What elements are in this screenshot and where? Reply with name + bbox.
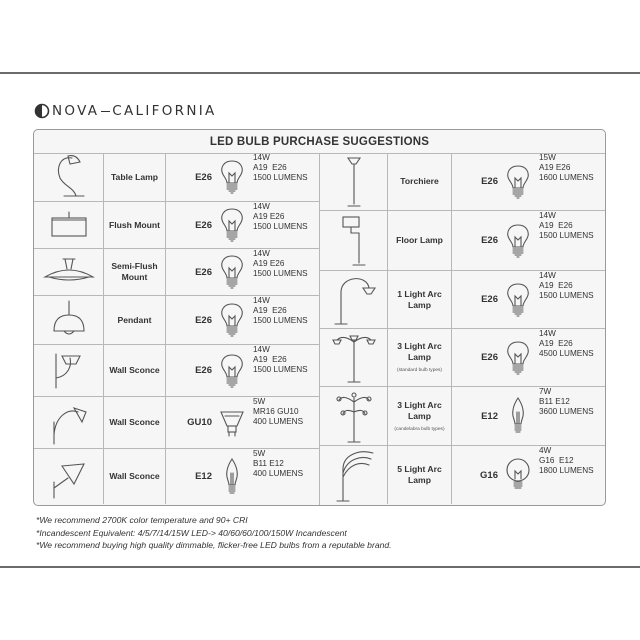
table-row: [34, 249, 319, 296]
fixture-name: 3 Light Arc Lamp: [397, 341, 442, 362]
footnote-equivalent: *Incandescent Equivalent: 4/5/7/14/15W LED-> 40/60/60/100/150W Incandescent: [36, 527, 347, 538]
spec-line: A19 E26: [253, 163, 287, 172]
fixture-name: 3 Light Arc Lamp: [397, 399, 442, 421]
wall-sconce-icon: [34, 345, 104, 396]
spec-line: A19 E26: [539, 163, 571, 172]
swing-arm-sconce-icon: [34, 397, 104, 448]
bulb-spec: [250, 449, 319, 504]
spec-line: 1500 LUMENS: [253, 316, 308, 325]
bulb-base: GU10: [187, 417, 212, 428]
spec-line: 1600 LUMENS: [539, 173, 594, 182]
table-title: LED BULB PURCHASE SUGGESTIONS: [34, 130, 605, 154]
spec-line: 14W: [539, 211, 556, 220]
footnote-quality: *We recommend buying high quality dimmable, flicker-free LED bulbs from a reputable brand.: [36, 540, 392, 550]
fixture-name: Flush Mount: [108, 219, 161, 230]
fixture-name: Pendant: [117, 314, 152, 325]
bulb-base: E12: [481, 410, 498, 422]
bulb-spec: [536, 446, 605, 504]
arc-lamp-icon: [320, 271, 388, 328]
g16-bulb-icon: [500, 446, 536, 504]
table-row: [320, 446, 605, 504]
table-row: [34, 153, 319, 202]
five-arc-lamp-icon: [320, 446, 388, 504]
fixture-note: (candelabra bulb types): [394, 426, 445, 432]
table-row: [320, 211, 605, 271]
a19-bulb-icon: [214, 345, 250, 396]
spec-line: 1500 LUMENS: [253, 365, 308, 374]
bulb-base: E26: [195, 171, 212, 183]
fixture-name: Torchiere: [400, 176, 439, 186]
fixture-name: Wall Sconce: [109, 471, 160, 481]
bulb-base: E26: [195, 266, 212, 278]
bulb-suggestions-table: [33, 129, 606, 506]
spec-line: B11 E12: [539, 397, 570, 406]
candelabra-arc-lamp-icon: [320, 387, 388, 445]
bulb-spec: [250, 397, 319, 448]
spec-line: G16 E12: [539, 456, 574, 465]
table-row: [34, 345, 319, 397]
table-row: [34, 397, 319, 449]
bulb-spec: [536, 329, 605, 386]
a19-bulb-icon: [500, 271, 536, 328]
fixture-name: Wall Sconce: [109, 365, 160, 375]
bulb-spec: [536, 387, 605, 445]
bulb-base: E26: [481, 294, 498, 305]
bulb-base: E26: [195, 219, 212, 231]
spec-line: 7W: [539, 387, 552, 396]
b11-bulb-icon: [500, 387, 536, 445]
bulb-spec: [536, 153, 605, 210]
floor-lamp-icon: [320, 211, 388, 270]
bulb-base: E26: [481, 235, 498, 246]
three-arc-lamp-icon: [320, 329, 388, 386]
left-column: [34, 153, 320, 505]
bulb-spec: [250, 249, 319, 295]
b11-bulb-icon: [214, 449, 250, 504]
bulb-spec: [250, 345, 319, 396]
spec-line: 14W: [253, 345, 270, 354]
bulb-base: E26: [481, 176, 498, 187]
brand-name-part2: CALIFORNIA: [112, 103, 217, 119]
pendant-icon: [34, 296, 104, 344]
spec-line: A19 E26: [539, 281, 573, 290]
spec-line: 1500 LUMENS: [253, 173, 308, 182]
a19-bulb-icon: [500, 211, 536, 270]
bulb-base: E26: [195, 365, 212, 376]
table-row: [320, 153, 605, 211]
spec-line: 1500 LUMENS: [539, 291, 594, 300]
cone-sconce-icon: [34, 449, 104, 504]
spec-line: 14W: [539, 271, 556, 280]
spec-line: 5W: [253, 397, 266, 406]
spec-line: A19 E26: [253, 355, 287, 364]
spec-line: 15W: [539, 153, 556, 162]
brand-divider: [101, 111, 110, 112]
table-row: [34, 296, 319, 345]
brand-logo: [34, 100, 217, 122]
bulb-base: G16: [480, 469, 498, 481]
a19-bulb-icon: [214, 249, 250, 295]
spec-line: 14W: [253, 202, 270, 211]
bulb-base: E26: [195, 314, 212, 326]
semi-flush-mount-icon: [34, 249, 104, 295]
spec-line: A19 E26: [539, 339, 573, 348]
fixture-name: 5 Light Arc Lamp: [397, 464, 442, 485]
spec-line: 14W: [253, 249, 270, 258]
spec-line: 3600 LUMENS: [539, 407, 594, 416]
fixture-name: 1 Light Arc Lamp: [397, 288, 442, 310]
spec-line: A19 E26: [253, 306, 287, 315]
spec-line: 5W: [253, 449, 266, 458]
table-row: [34, 449, 319, 504]
spec-line: 1500 LUMENS: [253, 222, 308, 231]
flush-mount-icon: [34, 202, 104, 248]
spec-line: 1500 LUMENS: [253, 269, 308, 278]
fixture-name: Floor Lamp: [396, 235, 443, 245]
table-row: [320, 271, 605, 329]
spec-line: 14W: [253, 296, 270, 305]
a19-bulb-icon: [214, 202, 250, 248]
mr16-bulb-icon: [214, 397, 250, 448]
bulb-base: E12: [195, 471, 212, 482]
a19-bulb-icon: [214, 153, 250, 201]
bulb-base: E26: [481, 352, 498, 363]
spec-line: A19 E26: [539, 221, 573, 230]
fixture-name: Wall Sconce: [109, 417, 160, 427]
spec-line: 4500 LUMENS: [539, 349, 594, 358]
bulb-spec: [250, 202, 319, 248]
bulb-spec: [250, 296, 319, 344]
table-row: [320, 329, 605, 387]
spec-line: 14W: [253, 153, 270, 162]
torchiere-icon: [320, 153, 388, 210]
table-row: [34, 202, 319, 249]
fixture-name: Table Lamp: [110, 171, 159, 182]
a19-bulb-icon: [500, 153, 536, 210]
nova-logo-icon: [34, 103, 50, 119]
spec-line: MR16 GU10: [253, 407, 299, 416]
table-row: [320, 387, 605, 446]
bulb-spec: [250, 153, 319, 201]
footnote-color-temp: *We recommend 2700K color temperature and 90+ CRI: [36, 515, 248, 525]
bulb-spec: [536, 211, 605, 270]
right-column: [320, 153, 605, 505]
spec-line: A19 E26: [253, 212, 285, 221]
fixture-name: Semi-Flush Mount: [111, 261, 158, 282]
table-lamp-icon: [34, 153, 104, 201]
spec-line: 14W: [539, 329, 556, 338]
spec-line: 400 LUMENS: [253, 417, 304, 426]
spec-line: A19 E26: [253, 259, 285, 268]
spec-line: 4W: [539, 446, 552, 455]
bulb-spec: [536, 271, 605, 328]
spec-line: 1800 LUMENS: [539, 466, 594, 475]
a19-bulb-icon: [214, 296, 250, 344]
spec-line: 1500 LUMENS: [539, 231, 594, 240]
spec-line: 400 LUMENS: [253, 469, 304, 478]
fixture-note: (standard bulb types): [396, 368, 443, 373]
spec-line: B11 E12: [253, 459, 284, 468]
brand-name-part1: NOVA: [52, 103, 100, 119]
footnotes: [36, 514, 392, 552]
a19-bulb-icon: [500, 329, 536, 386]
